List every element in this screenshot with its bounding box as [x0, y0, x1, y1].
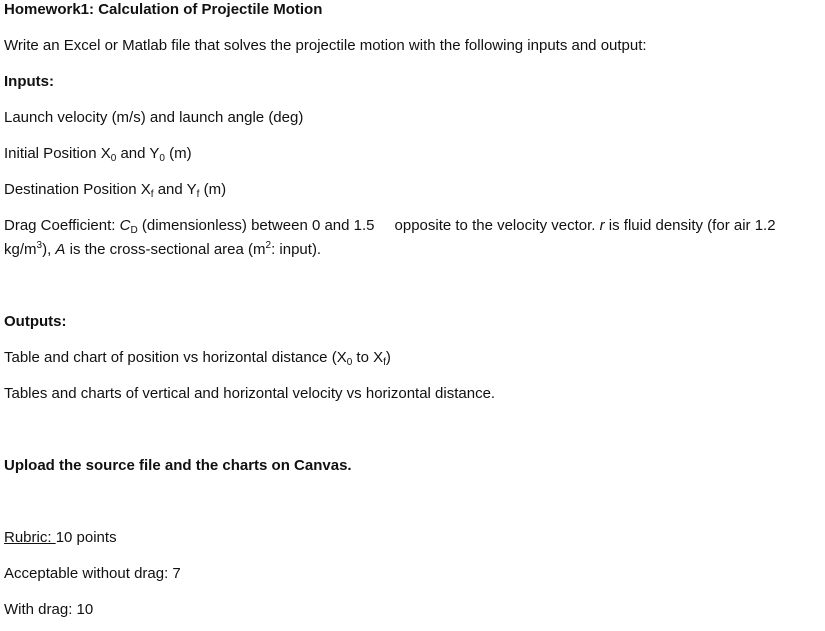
position-sub-f: f — [383, 357, 386, 368]
dest-suffix: (m) — [199, 181, 227, 198]
drag-c-sub: D — [130, 225, 138, 236]
position-suffix: ) — [385, 349, 391, 366]
drag-opposite: opposite to the velocity vector. — [394, 217, 600, 234]
upload-instruction: Upload the source file and the charts on Canvas. — [4, 457, 352, 474]
units-area-sup: 2 — [265, 240, 272, 251]
units-sup: 3 — [36, 240, 43, 251]
drag-density: is fluid density (for air 1.2 — [604, 217, 776, 234]
input-initial-position — [4, 145, 192, 163]
outputs-heading: Outputs: — [4, 313, 67, 330]
units-a: A — [55, 241, 66, 258]
drag-prefix: Drag Coefficient: — [4, 217, 120, 234]
dest-prefix: Destination Position X — [4, 181, 151, 198]
position-mid: to X — [352, 349, 384, 366]
initial-prefix: Initial Position X — [4, 145, 111, 162]
inputs-heading: Inputs: — [4, 73, 54, 90]
position-prefix: Table and chart of position vs horizontal distance (X — [4, 349, 347, 366]
initial-sub-y: 0 — [159, 153, 165, 164]
dest-sub-y: f — [196, 189, 200, 200]
drag-c: C — [119, 217, 131, 234]
rubric-with-drag: With drag: 10 — [4, 601, 94, 618]
rubric-line — [4, 529, 117, 547]
intro-text: Write an Excel or Matlab file that solves the projectile motion with the following inputs and output: — [4, 37, 647, 54]
input-drag-units — [4, 241, 321, 259]
page-title: Homework1: Calculation of Projectile Motion — [4, 1, 323, 18]
input-drag-coefficient — [4, 217, 776, 235]
initial-mid: and Y — [116, 145, 160, 162]
units-prefix: kg/m — [4, 241, 37, 258]
drag-r: r — [599, 217, 605, 234]
position-sub-0: 0 — [346, 357, 353, 368]
dest-sub-x: f — [150, 189, 154, 200]
drag-range: (dimensionless) between 0 and 1.5 — [137, 217, 375, 234]
units-area: is the cross-sectional area (m — [65, 241, 266, 258]
output-velocity: Tables and charts of vertical and horizontal velocity vs horizontal distance. — [4, 385, 496, 402]
rubric-points: 10 points — [55, 529, 117, 546]
input-launch: Launch velocity (m/s) and launch angle (deg) — [4, 109, 304, 126]
input-destination-position — [4, 181, 226, 199]
dest-mid: and Y — [153, 181, 197, 198]
units-mid: ), — [42, 241, 56, 258]
rubric-without-drag: Acceptable without drag: 7 — [4, 565, 181, 582]
rubric-label: Rubric: — [4, 529, 56, 546]
units-area-suffix: : input). — [271, 241, 322, 258]
output-position — [4, 349, 391, 367]
initial-suffix: (m) — [164, 145, 192, 162]
initial-sub-x: 0 — [110, 153, 117, 164]
